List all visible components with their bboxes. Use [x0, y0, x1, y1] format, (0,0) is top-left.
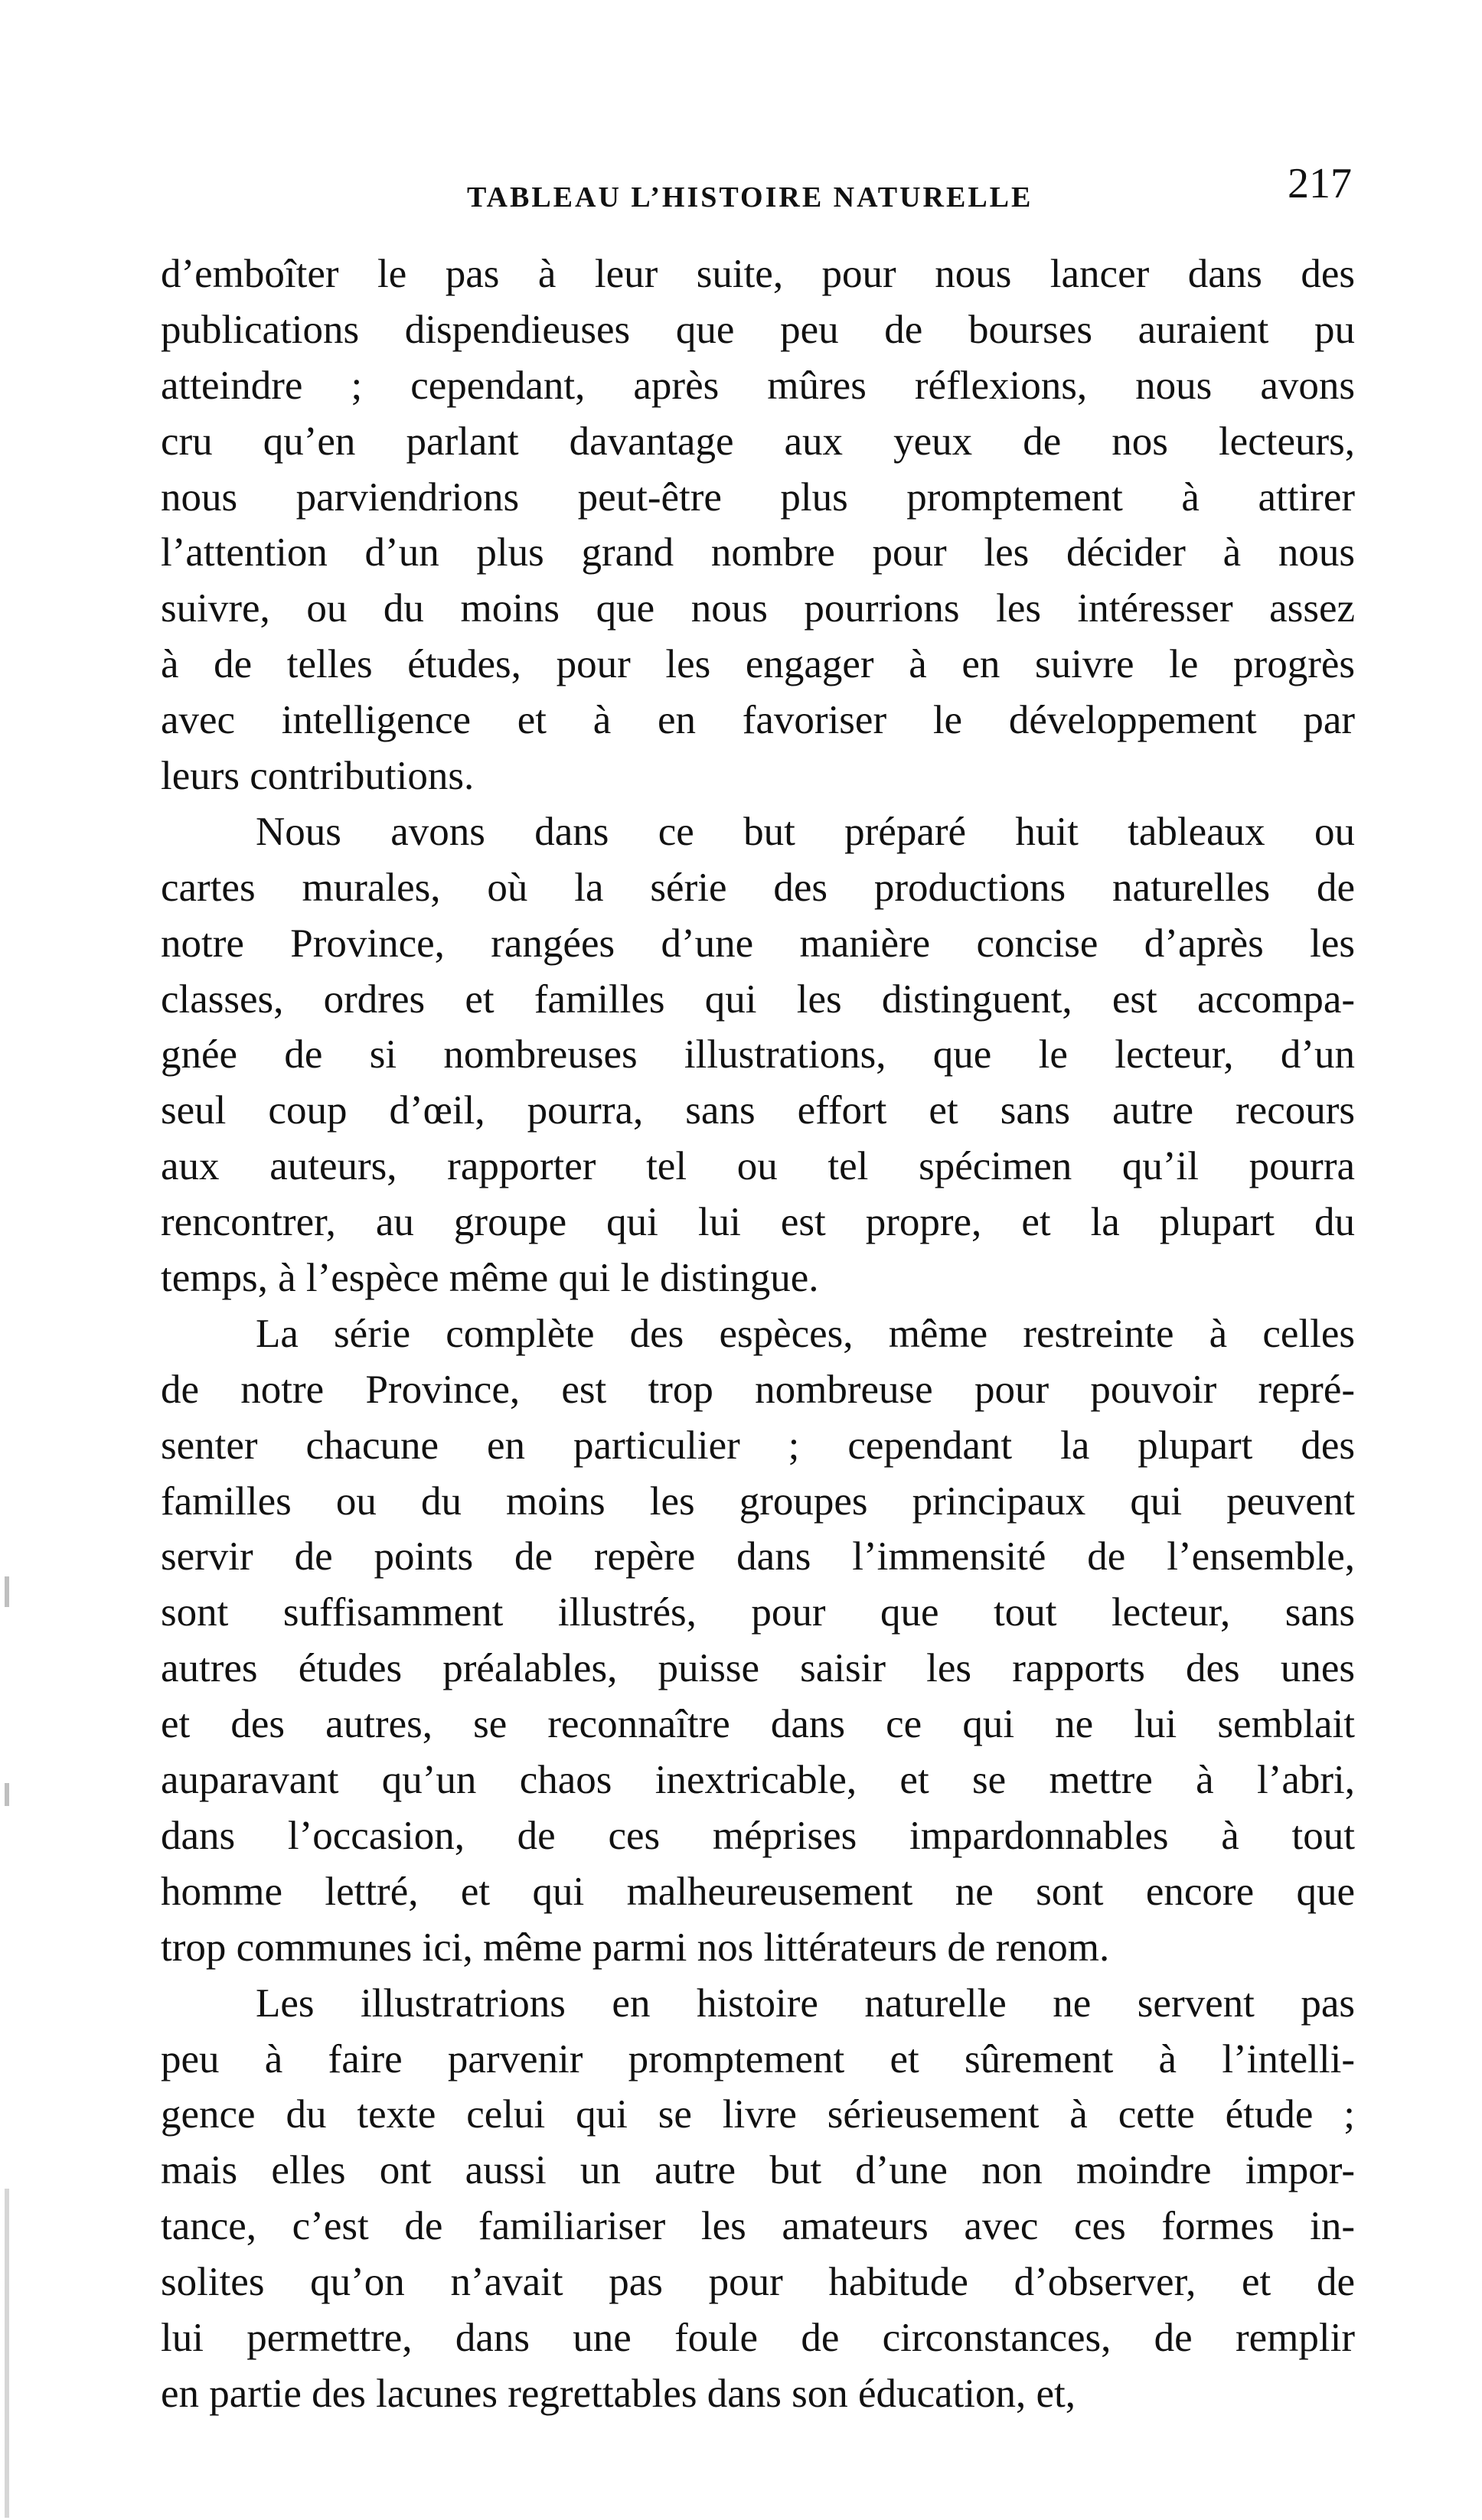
margin-speck — [5, 1576, 9, 1607]
binding-edge-shadow — [5, 2189, 9, 2518]
text-line: avec intelligence et à en favoriser le développement par — [161, 698, 1355, 743]
text-line: mais elles ont aussi un autre but d’une non moindre impor- — [161, 2148, 1355, 2193]
page-header — [161, 153, 1352, 222]
text-line: atteindre ; cependant, après mûres réflexions, nous avons — [161, 363, 1355, 408]
body-text — [161, 246, 1355, 2422]
paragraph — [161, 1976, 1355, 2422]
text-line: auparavant qu’un chaos inextricable, et se mettre à l’abri, — [161, 1758, 1355, 1803]
text-line: homme lettré, et qui malheureusement ne sont encore que — [161, 1869, 1355, 1914]
text-line: publications dispendieuses que peu de bourses auraient pu — [161, 307, 1355, 352]
text-line: en partie des lacunes regrettables dans son éducation, et, — [161, 2371, 1076, 2416]
text-line: senter chacune en particulier ; cependant la plupart des — [161, 1423, 1355, 1468]
text-line: leurs contributions. — [161, 754, 475, 799]
page-number: 217 — [1288, 160, 1352, 207]
text-line: trop communes ici, même parmi nos littérateurs de renom. — [161, 1925, 1110, 1970]
text-line: notre Province, rangées d’une manière concise d’après les — [161, 921, 1355, 966]
paragraph — [161, 1306, 1355, 1976]
text-line: Nous avons dans ce but préparé huit tableaux ou — [256, 809, 1355, 854]
text-line: cru qu’en parlant davantage aux yeux de nos lecteurs, — [161, 419, 1355, 464]
text-line: nous parviendrions peut-être plus promptement à attirer — [161, 474, 1355, 520]
text-line: familles ou du moins les groupes principaux qui peuvent — [161, 1478, 1355, 1524]
text-line: d’emboîter le pas à leur suite, pour nous lancer dans des — [161, 252, 1355, 296]
text-line: l’attention d’un plus grand nombre pour les décider à nous — [161, 530, 1355, 575]
text-line: La série complète des espèces, même restreinte à celles — [256, 1311, 1355, 1356]
text-line: dans l’occasion, de ces méprises impardonnables à tout — [161, 1813, 1355, 1858]
text-line: sont suffisamment illustrés, pour que tout lecteur, sans — [161, 1590, 1355, 1635]
text-line: solites qu’on n’avait pas pour habitude d’observer, et de — [161, 2260, 1355, 2305]
text-line: lui permettre, dans une foule de circonstances, de remplir — [161, 2315, 1355, 2360]
text-line: à de telles études, pour les engager à en suivre le progrès — [161, 642, 1355, 687]
text-line: autres études préalables, puisse saisir les rapports des unes — [161, 1646, 1355, 1691]
margin-speck — [5, 1783, 9, 1806]
text-line: aux auteurs, rapporter tel ou tel spécimen qu’il pourra — [161, 1144, 1355, 1189]
text-line: peu à faire parvenir promptement et sûrement à l’intelli- — [161, 2036, 1355, 2082]
text-line: cartes murales, où la série des productions naturelles de — [161, 865, 1355, 910]
text-line: Les illustratrions en histoire naturelle ne servent pas — [256, 1980, 1355, 2026]
text-line: seul coup d’œil, pourra, sans effort et sans autre recours — [161, 1088, 1355, 1133]
text-line: classes, ordres et familles qui les distinguent, est accompa- — [161, 976, 1355, 1022]
paragraph — [161, 246, 1355, 804]
text-line: rencontrer, au groupe qui lui est propre, et la plupart du — [161, 1200, 1355, 1245]
text-line: suivre, ou du moins que nous pourrions les intéresser assez — [161, 586, 1355, 631]
running-title: TABLEAU L’HISTOIRE NATURELLE — [467, 181, 1033, 214]
text-line: tance, c’est de familiariser les amateurs avec ces formes in- — [161, 2204, 1355, 2249]
text-line: et des autres, se reconnaître dans ce qui ne lui semblait — [161, 1702, 1355, 1747]
text-line: gnée de si nombreuses illustrations, que le lecteur, d’un — [161, 1032, 1355, 1077]
text-line: de notre Province, est trop nombreuse pour pouvoir repré- — [161, 1367, 1355, 1412]
text-line: servir de points de repère dans l’immensité de l’ensemble, — [161, 1534, 1355, 1579]
text-line: temps, à l’espèce même qui le distingue. — [161, 1256, 819, 1301]
paragraph — [161, 804, 1355, 1306]
text-line: gence du texte celui qui se livre sérieusement à cette étude ; — [161, 2092, 1355, 2137]
